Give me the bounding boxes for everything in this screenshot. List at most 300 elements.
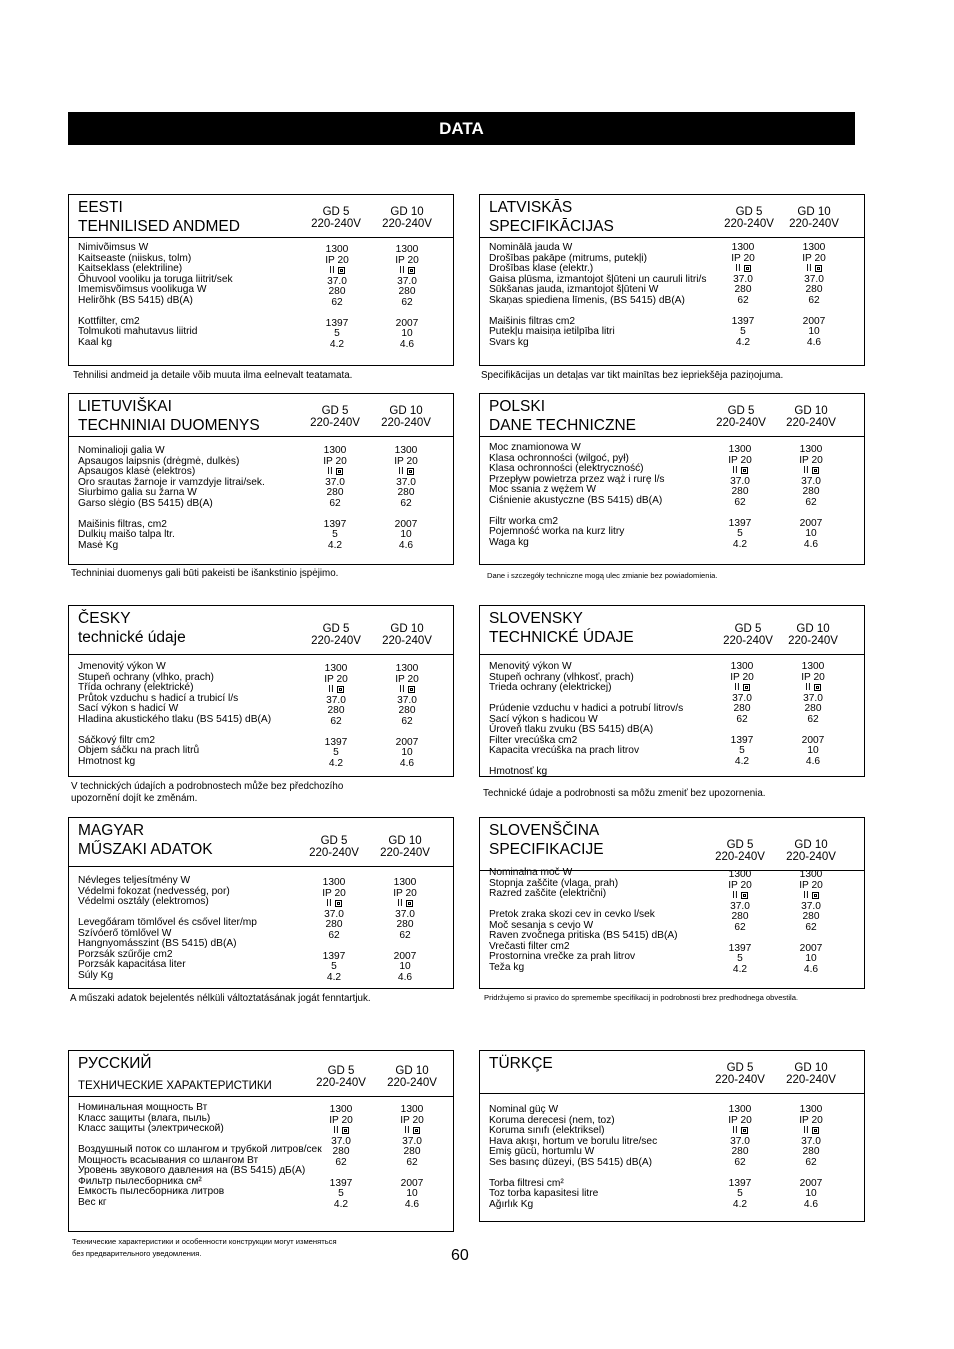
spec-value-text: 1300 — [322, 877, 346, 888]
spec-value-text: 1300 — [802, 242, 826, 253]
spec-value-text: 4.2 — [732, 538, 748, 550]
spec-value-text: 280 — [734, 284, 752, 295]
spec-value-text: 280 — [403, 1146, 421, 1157]
spec-value-text: IP 20 — [325, 254, 349, 266]
note-line: Technické údaje a podrobnosti sa môžu zmeniť bez upozornenia. — [483, 788, 766, 799]
spec-value-text: 37.0 — [730, 900, 750, 912]
spec-value — [311, 759, 361, 770]
spec-value-text: 2007 — [799, 517, 823, 529]
section-subtitle: SPECIFIKĀCIJAS — [489, 218, 614, 235]
spec-label: Védelmi osztály (elektromos) — [78, 896, 209, 907]
spec-label: Jmenovitý výkon W — [78, 661, 166, 672]
spec-label: Nominālā jauda W — [489, 242, 573, 253]
spec-value-text: 4.6 — [397, 971, 413, 983]
model-name: GD 10 — [794, 405, 828, 417]
model-name: GD 10 — [390, 623, 424, 635]
model-voltage: 220-240V — [382, 635, 432, 647]
spec-label: Vrečasti filter cm2 — [489, 940, 570, 952]
spec-label: Apsaugos klasė (elektros) — [78, 466, 196, 477]
model-voltage: 220-240V — [309, 847, 359, 859]
protection-class-icon — [407, 468, 414, 475]
note-line: без предварительного уведомления. — [72, 1249, 202, 1258]
section-subtitle: DANE TECHNICZNE — [489, 417, 636, 434]
spec-value-text: II — [806, 263, 812, 274]
protection-class-icon — [741, 467, 748, 474]
spec-label: Nominal güç W — [489, 1104, 559, 1115]
section-title: SLOVENSKY — [489, 610, 583, 627]
spec-label: Класс защиты (влага, пыль) — [78, 1112, 211, 1124]
spec-value-text: 280 — [802, 1146, 820, 1157]
spec-value — [789, 338, 839, 349]
spec-value — [786, 965, 836, 976]
spec-value-text: 1300 — [730, 661, 754, 672]
spec-value-text: 37.0 — [730, 475, 750, 487]
spec-value-text: IP 20 — [394, 455, 418, 467]
spec-label: Súly Kg — [78, 969, 114, 981]
model-voltage: 220-240V — [788, 635, 838, 647]
spec-labels — [78, 662, 271, 767]
model-header-2 — [774, 206, 854, 230]
spec-value-text: 62 — [399, 929, 411, 941]
protection-class-icon — [812, 467, 819, 474]
protection-class-icon — [337, 686, 344, 693]
model-header-2 — [771, 405, 851, 429]
section-title: SLOVENŠČINA — [489, 822, 600, 839]
spec-value — [715, 1158, 765, 1169]
spec-value — [717, 757, 767, 768]
spec-value-text: 4.6 — [404, 1198, 420, 1210]
spec-label: Oro srautas žarnoje ir vamzdyje litrai/sek. — [78, 476, 265, 488]
spec-value — [788, 715, 838, 726]
spec-value-text: 1300 — [395, 663, 419, 674]
section-note — [73, 370, 352, 382]
spec-values-2 — [786, 870, 836, 975]
spec-value-text: 280 — [804, 703, 822, 714]
spec-value-text: 62 — [328, 929, 340, 941]
spec-label: Skaņas spiediena līmenis, (BS 5415) dB(A) — [489, 294, 685, 306]
spec-value-text: 1300 — [799, 444, 823, 455]
spec-label: Hmotnosť kg — [489, 766, 548, 777]
spec-labels — [78, 446, 265, 551]
model-voltage: 220-240V — [716, 417, 766, 429]
spec-value-text: 37.0 — [730, 1135, 750, 1147]
section-title: TÜRKÇE — [489, 1055, 553, 1072]
note-line: Технические характеристики и особенности конструкции могут изменяться — [72, 1237, 337, 1246]
spec-value — [309, 889, 359, 900]
spec-value-text: 10 — [399, 961, 411, 972]
spec-value-text: 280 — [398, 286, 416, 297]
spec-label: Névleges teljesítmény W — [78, 875, 191, 886]
spec-value-text: 280 — [328, 286, 346, 297]
spec-value-text: IP 20 — [801, 671, 825, 683]
spec-label: Õhuvool vooliku ja toruga liitrit/sek — [78, 273, 233, 285]
model-voltage: 220-240V — [380, 847, 430, 859]
model-name: GD 10 — [796, 623, 830, 635]
spec-value-text: IP 20 — [393, 887, 417, 899]
spec-value — [717, 673, 767, 684]
spec-value-text: IP 20 — [802, 252, 826, 264]
spec-value — [312, 298, 362, 309]
spec-value-text: II — [732, 465, 738, 476]
spec-value — [380, 931, 430, 942]
spec-value-text: 5 — [739, 745, 745, 756]
spec-label: Уровень звукового давления на (BS 5415) дБ(А) — [78, 1165, 306, 1176]
spec-label: Porzsák szűrője cm2 — [78, 948, 173, 960]
spec-value-text: 4.6 — [399, 757, 415, 769]
section-title: POLSKI — [489, 398, 545, 415]
spec-label: Kaitseaste (niiskus, tolm) — [78, 252, 192, 264]
spec-value — [316, 1116, 366, 1127]
spec-value — [715, 456, 765, 467]
spec-value — [786, 1116, 836, 1127]
spec-value-text: 280 — [731, 486, 749, 497]
protection-class-icon — [342, 1127, 349, 1134]
spec-value-text: II — [327, 466, 333, 477]
spec-value-text: II — [399, 684, 405, 695]
spec-values-1 — [316, 1105, 366, 1210]
spec-box-eesti — [68, 194, 454, 366]
spec-labels — [489, 443, 665, 548]
note-line: Dane i szczegóły techniczne mogą ulec zmianie bez powiadomienia. — [487, 571, 718, 580]
model-voltage: 220-240V — [316, 1077, 366, 1089]
spec-value-text: II — [404, 1125, 410, 1136]
spec-value — [717, 715, 767, 726]
spec-label: Sūkšanas jauda, izmantojot šļūteni W — [489, 284, 659, 295]
spec-label: Raven zvočnega pritiska (BS 5415) dB(A) — [489, 930, 678, 941]
spacer — [489, 306, 706, 317]
spec-value-text: II — [328, 684, 334, 695]
protection-class-icon — [744, 265, 751, 272]
spec-values-1 — [718, 243, 768, 348]
spec-value — [309, 973, 359, 984]
spec-value-text: 4.6 — [803, 538, 819, 550]
protection-class-icon — [408, 267, 415, 274]
spec-value — [312, 256, 362, 267]
spacer — [489, 1168, 657, 1179]
spec-value-text: II — [732, 1125, 738, 1136]
spec-value-text: 62 — [734, 496, 746, 508]
spec-label: Kapacita vrecúška na prach litrov — [489, 745, 640, 756]
spec-value — [382, 717, 432, 728]
spec-value — [387, 1200, 437, 1211]
spec-value-text: 1397 — [728, 1177, 752, 1189]
spec-value-text: IP 20 — [799, 879, 823, 891]
spec-value-text: 1300 — [799, 1104, 823, 1115]
section-note — [481, 370, 783, 382]
spec-value-text: II — [732, 890, 738, 901]
spec-label: Teža kg — [489, 961, 525, 973]
protection-class-icon — [338, 267, 345, 274]
spec-label: Pretok zraka skozi cev in cevko l/sek — [489, 909, 655, 920]
spec-value-text: II — [398, 466, 404, 477]
spec-value-text: 62 — [400, 497, 412, 509]
spec-values-1 — [715, 870, 765, 975]
spec-value-text: 2007 — [394, 518, 418, 530]
spec-value — [381, 499, 431, 510]
spec-value-text: 37.0 — [327, 275, 347, 287]
spec-value-text: 5 — [334, 328, 340, 339]
note-line: Specifikācijas un detaļas var tikt mainītas bez iepriekšēja paziņojuma. — [481, 370, 784, 381]
spec-label: Prostornina vrečke za prah litrov — [489, 951, 636, 962]
spec-label: Drošības klase (elektr.) — [489, 263, 594, 274]
spec-value-text: 1300 — [394, 445, 418, 456]
spec-value-text: 280 — [397, 487, 415, 498]
spec-value-text: 1300 — [728, 869, 752, 880]
spec-value-text: IP 20 — [731, 252, 755, 264]
model-name: GD 5 — [735, 206, 763, 218]
spec-value-text: 1300 — [324, 663, 348, 674]
spec-value — [380, 973, 430, 984]
spec-label: Kaitseklass (elektriline) — [78, 263, 183, 274]
spec-box-slovenscina — [479, 817, 865, 989]
spec-value-text: 2007 — [400, 1177, 424, 1189]
spec-value-text: 1300 — [400, 1104, 424, 1115]
spec-value-text: 37.0 — [396, 476, 416, 488]
model-name: GD 10 — [390, 206, 424, 218]
spec-value-text: 62 — [734, 1156, 746, 1168]
model-voltage: 220-240V — [786, 1074, 836, 1086]
spec-value-text: IP 20 — [395, 673, 419, 685]
spec-label: Torba filtresi cm² — [489, 1177, 564, 1189]
spec-label: Trieda ochrany (elektrickej) — [489, 682, 612, 693]
spec-value-text: 4.6 — [803, 1198, 819, 1210]
spec-value — [312, 340, 362, 351]
spec-box-cesky — [68, 605, 454, 777]
spec-value-text: 2007 — [393, 950, 417, 962]
spec-label: Maišinis filtras cm2 — [489, 315, 576, 327]
spec-value-text: 1397 — [324, 736, 348, 748]
spec-label: Ağırlık Kg — [489, 1198, 534, 1210]
spec-value-text: 10 — [805, 953, 817, 964]
model-header-1 — [301, 1065, 381, 1089]
spec-labels — [78, 1103, 322, 1208]
spec-label: Kottfilter, cm2 — [78, 315, 140, 327]
spec-value-text: IP 20 — [728, 879, 752, 891]
section-note — [483, 788, 766, 800]
spec-value-text: 280 — [805, 284, 823, 295]
spec-value-text: 4.2 — [732, 963, 748, 975]
spec-label: Třída ochrany (elektrické) — [78, 682, 194, 693]
spec-value — [311, 717, 361, 728]
spec-value-text: 280 — [325, 919, 343, 930]
spec-value-text: 1300 — [323, 445, 347, 456]
section-subtitle: TECHNINIAI DUOMENYS — [78, 417, 260, 434]
spec-label: Koruma sınıfı (elektriksel) — [489, 1125, 605, 1136]
spec-label: Sací výkon s hadicou W — [489, 713, 598, 725]
spec-value — [316, 1158, 366, 1169]
protection-class-icon — [335, 900, 342, 907]
spec-label: Номинальная мощность Вт — [78, 1102, 208, 1113]
model-voltage: 220-240V — [387, 1077, 437, 1089]
spec-values-1 — [717, 662, 767, 767]
spec-value-text: 62 — [335, 1156, 347, 1168]
spec-box-latviskas — [479, 194, 865, 366]
spec-label: Sací výkon s hadicí W — [78, 703, 179, 714]
spec-label: Tolmukoti mahutavus liitrid — [78, 326, 198, 337]
spec-value — [715, 540, 765, 551]
model-voltage: 220-240V — [789, 218, 839, 230]
spec-value-text: 62 — [331, 296, 343, 308]
spec-box-turkce — [479, 1050, 865, 1222]
section-title: MAGYAR — [78, 822, 145, 839]
spec-value — [718, 338, 768, 349]
spec-values-1 — [310, 446, 360, 551]
model-name: GD 5 — [726, 839, 754, 851]
spec-value — [715, 965, 765, 976]
model-name: GD 5 — [726, 1062, 754, 1074]
spec-values-1 — [309, 878, 359, 983]
spec-value-text: 2007 — [802, 315, 826, 327]
protection-class-icon — [336, 468, 343, 475]
protection-class-icon — [812, 1127, 819, 1134]
spec-label: Apsaugos laipsnis (drėgmė, dulkės) — [78, 455, 240, 467]
protection-class-icon — [814, 684, 821, 691]
spec-value-text: 1300 — [728, 1104, 752, 1115]
spec-value-text: 1300 — [393, 877, 417, 888]
spec-values-1 — [312, 245, 362, 350]
spacer — [78, 306, 233, 317]
spec-label: Przepływ powietrza przez wąż i rurę l/s — [489, 473, 665, 485]
spec-value-text: 37.0 — [801, 475, 821, 487]
spec-value-text: 62 — [805, 921, 817, 933]
spec-value-text: II — [735, 263, 741, 274]
model-name: GD 5 — [322, 623, 350, 635]
protection-class-icon — [743, 684, 750, 691]
spec-value-text: 2007 — [395, 736, 419, 748]
spec-labels — [78, 876, 257, 981]
spec-label: Gaisa plūsma, izmantojot šļūteni un cauruli litri/s — [489, 273, 707, 285]
spec-value-text: 37.0 — [733, 273, 753, 285]
spec-label: Ciśnienie akustyczne (BS 5415) dB(A) — [489, 494, 663, 506]
spec-value-text: 1397 — [329, 1177, 353, 1189]
spec-value-text: 4.6 — [398, 539, 414, 551]
spec-value-text: 2007 — [799, 1177, 823, 1189]
note-line: Tehnilisi andmeid ja detaile võib muuta ilma eelnevalt teatamata. — [73, 370, 353, 381]
spec-value — [311, 675, 361, 686]
spec-value — [310, 499, 360, 510]
spec-label: Toz torba kapasitesi litre — [489, 1188, 599, 1199]
spec-label: Воздушный поток со шлангом и трубкой литров/сек — [78, 1144, 322, 1155]
spec-label: Klasa ochronności (elektryczność) — [489, 463, 644, 474]
protection-class-icon — [741, 1127, 748, 1134]
spec-value-text: 10 — [400, 529, 412, 540]
spec-value-text: 280 — [332, 1146, 350, 1157]
spec-value-text: 4.2 — [328, 757, 344, 769]
spec-value-text: 62 — [737, 294, 749, 306]
spec-label: Waga kg — [489, 536, 529, 548]
model-header-1 — [296, 206, 376, 230]
spec-label: Hladina akustického tlaku (BS 5415) dB(A) — [78, 713, 272, 725]
spec-box-lietuviskai — [68, 393, 454, 565]
spec-value-text: 37.0 — [326, 694, 346, 706]
spec-label: Průtok vzduchu s hadicí a trubicí l/s — [78, 692, 239, 704]
spec-value — [316, 1200, 366, 1211]
spec-value — [718, 254, 768, 265]
spec-value-text: 37.0 — [803, 692, 823, 704]
spec-label: Мощность всасывания со шлангом Вт — [78, 1154, 259, 1166]
model-name: GD 10 — [395, 1065, 429, 1077]
spec-value-text: IP 20 — [728, 454, 752, 466]
spec-label: Sáčkový filtr cm2 — [78, 734, 155, 746]
spec-value-text: IP 20 — [322, 887, 346, 899]
section-subtitle: technické údaje — [78, 629, 186, 646]
model-header-2 — [771, 839, 851, 863]
spec-value-text: IP 20 — [400, 1114, 424, 1126]
spec-value-text: 5 — [332, 529, 338, 540]
spec-value-text: IP 20 — [329, 1114, 353, 1126]
spec-value-text: 4.2 — [326, 971, 342, 983]
spec-value-text: 1300 — [329, 1104, 353, 1115]
spec-value — [309, 931, 359, 942]
spec-value-text: 1300 — [731, 242, 755, 253]
spec-value-text: IP 20 — [324, 673, 348, 685]
spec-value — [715, 923, 765, 934]
section-title: LIETUVIŠKAI — [78, 398, 172, 415]
spec-value — [382, 675, 432, 686]
spec-label: Razred zaščite (električni) — [489, 888, 607, 899]
section-note — [70, 993, 371, 1005]
spec-label: Masė Kg — [78, 539, 119, 551]
spec-value-text: 280 — [326, 487, 344, 498]
spec-value-text: IP 20 — [395, 254, 419, 266]
spec-value — [786, 456, 836, 467]
spec-label: Maišinis filtras, cm2 — [78, 518, 167, 530]
spec-label: Kaal kg — [78, 336, 112, 348]
spec-value-text: 37.0 — [732, 692, 752, 704]
spec-value-text: 1397 — [730, 734, 754, 746]
spec-value-text: 37.0 — [804, 273, 824, 285]
protection-class-icon — [812, 892, 819, 899]
spec-values-1 — [311, 664, 361, 769]
spec-value-text: II — [397, 898, 403, 909]
spec-label: Moc ssania z wężem W — [489, 484, 596, 495]
spec-value-text: 37.0 — [397, 694, 417, 706]
spec-value-text: 37.0 — [331, 1135, 351, 1147]
spec-label: Емкость пылесборника литров — [78, 1186, 225, 1197]
model-header-2 — [365, 835, 445, 859]
spec-value-text: 62 — [734, 921, 746, 933]
spec-label: Nimivõimsus W — [78, 242, 149, 253]
spec-value-text: 4.6 — [803, 963, 819, 975]
spec-label: Nominalna moč W — [489, 867, 573, 878]
spec-label: Helirõhk (BS 5415) dB(A) — [78, 294, 193, 306]
spec-label: Moč sesanja s cevjo W — [489, 919, 594, 931]
spec-label: Ses basınç düzeyi, (BS 5415) dB(A) — [489, 1156, 653, 1168]
spec-value-text: IP 20 — [799, 454, 823, 466]
spec-value-text: 280 — [731, 1146, 749, 1157]
note-line: Techniniai duomenys gali būti pakeisti be išankstinio įspėjimo. — [71, 568, 339, 579]
spec-value-text: 10 — [406, 1188, 418, 1199]
spec-value-text: 10 — [807, 745, 819, 756]
model-voltage: 220-240V — [381, 417, 431, 429]
model-name: GD 5 — [327, 1065, 355, 1077]
spec-label: Filter vrecúška cm2 — [489, 734, 578, 746]
spec-value — [786, 923, 836, 934]
spec-value-text: 280 — [398, 705, 416, 716]
spec-value-text: 280 — [733, 703, 751, 714]
spec-label: Nominalioji galia W — [78, 445, 165, 456]
spec-value — [310, 541, 360, 552]
spec-value-text: II — [803, 465, 809, 476]
spec-value-text: 10 — [808, 326, 820, 337]
spec-value-text: II — [803, 890, 809, 901]
spec-label: Вес кг — [78, 1196, 107, 1208]
model-name: GD 10 — [794, 839, 828, 851]
section-note — [71, 781, 343, 804]
model-name: GD 5 — [727, 405, 755, 417]
model-header-2 — [367, 206, 447, 230]
spec-value — [788, 673, 838, 684]
